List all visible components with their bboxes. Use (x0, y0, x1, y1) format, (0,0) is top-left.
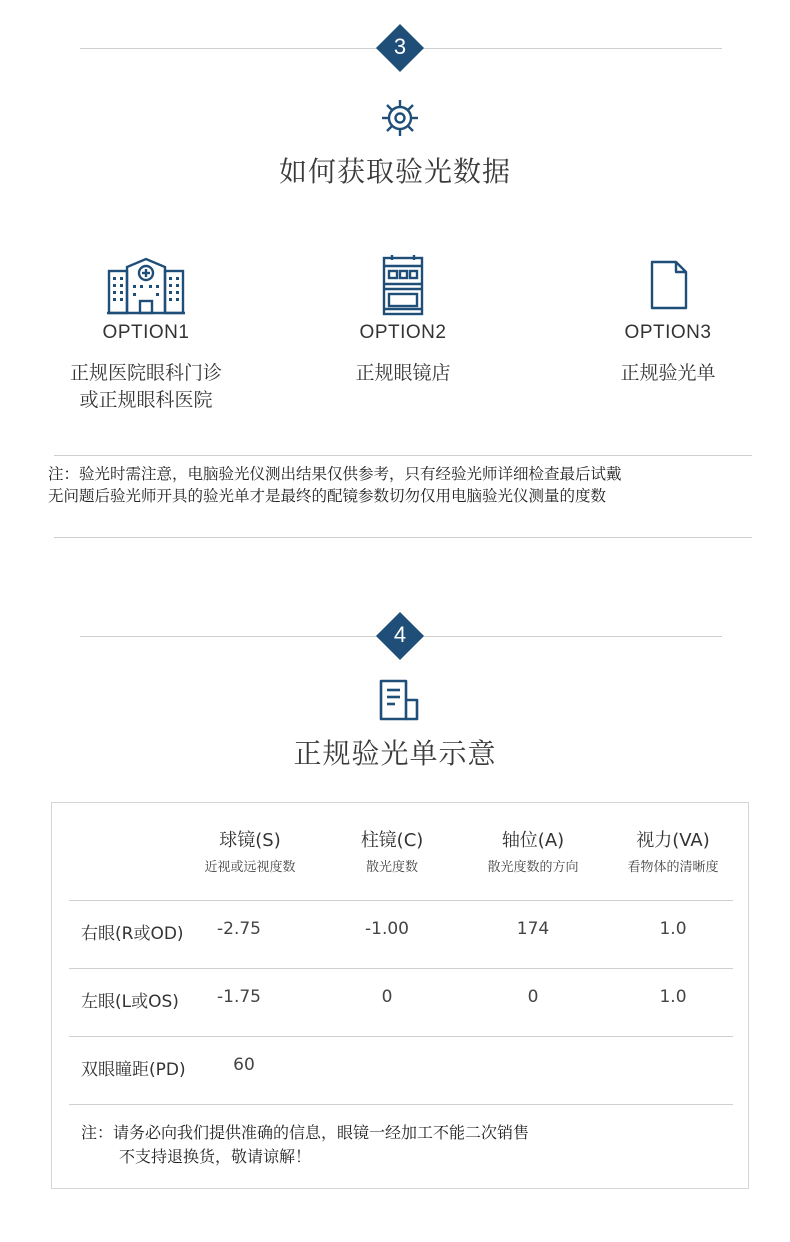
row-right-eye-sphere: -2.75 (217, 919, 261, 939)
option3-label: OPTION3 (624, 322, 712, 343)
section4-number: 4 (393, 622, 407, 647)
option1-desc-line2: 或正规眼科医院 (79, 389, 213, 411)
section3-note (48, 463, 748, 507)
header-vision-title: 视力(VA) (636, 830, 710, 851)
header-cylinder-title: 柱镜(C) (360, 830, 424, 851)
header-vision-sub: 看物体的清晰度 (627, 860, 719, 875)
header-sphere (180, 829, 320, 879)
gear-icon (380, 98, 420, 138)
option3-desc-line1: 正规验光单 (620, 362, 716, 384)
store-icon (381, 254, 425, 316)
hospital-icon (107, 257, 185, 315)
header-cylinder-sub: 散光度数 (365, 860, 418, 875)
section3-note-line1: 注：验光时需注意，电脑验光仪测出结果仅供参考，只有经验光师详细检查最后试戴 (48, 465, 622, 483)
option1-label: OPTION1 (102, 322, 190, 343)
row-right-eye-axis: 174 (516, 919, 550, 939)
option2-label: OPTION2 (359, 322, 447, 343)
header-vision (604, 829, 742, 879)
header-sphere-title: 球镜(S) (219, 830, 281, 851)
prescription-card (51, 802, 749, 1189)
section3-note-line2: 无问题后验光师开具的验光单才是最终的配镜参数切勿仅用电脑验光仪测量的度数 (48, 487, 607, 505)
section4-title: 正规验光单示意 (293, 737, 497, 770)
row-divider (69, 900, 733, 901)
row-left-eye-label: 左眼(L或OS) (81, 992, 179, 1012)
row-divider (69, 968, 733, 969)
report-icon (378, 678, 422, 722)
section4-divider-right (420, 636, 722, 637)
section3-divider-right (420, 48, 722, 49)
header-axis-sub: 散光度数的方向 (487, 860, 579, 875)
header-axis (465, 829, 601, 879)
row-left-eye-axis: 0 (527, 987, 539, 1007)
option2-desc (273, 360, 533, 387)
row-left-eye-vision: 1.0 (659, 987, 687, 1007)
note1-bottom-divider (54, 537, 752, 538)
row-divider (69, 1036, 733, 1037)
section3-title: 如何获取验光数据 (278, 155, 511, 188)
row-left-eye-cylinder: 0 (381, 987, 393, 1007)
header-axis-title: 轴位(A) (501, 830, 565, 851)
row-right-eye-cylinder: -1.00 (365, 919, 409, 939)
section4-divider-left (80, 636, 380, 637)
section4-note-line1: 注：请务必向我们提供准确的信息，眼镜一经加工不能二次销售 (81, 1123, 530, 1142)
option1-desc (16, 360, 276, 414)
row-right-eye-label: 右眼(R或OD) (81, 924, 184, 944)
header-cylinder (327, 829, 457, 879)
section4-note-line2: 不支持退换货，敬请谅解！ (119, 1147, 312, 1166)
row-left-eye-sphere: -1.75 (217, 987, 261, 1007)
row-pd-value: 60 (233, 1055, 255, 1075)
row-pd-label: 双眼瞳距(PD) (81, 1060, 186, 1080)
option3-desc (538, 360, 790, 387)
header-sphere-sub: 近视或远视度数 (204, 860, 296, 875)
note1-top-divider (54, 455, 752, 456)
option1-desc-line1: 正规医院眼科门诊 (69, 362, 222, 384)
row-right-eye-vision: 1.0 (659, 919, 687, 939)
row-divider (69, 1104, 733, 1105)
section3-number: 3 (393, 34, 407, 59)
section4-note (81, 1121, 529, 1169)
document-icon (649, 260, 689, 310)
section3-divider-left (80, 48, 380, 49)
option2-desc-line1: 正规眼镜店 (355, 362, 451, 384)
